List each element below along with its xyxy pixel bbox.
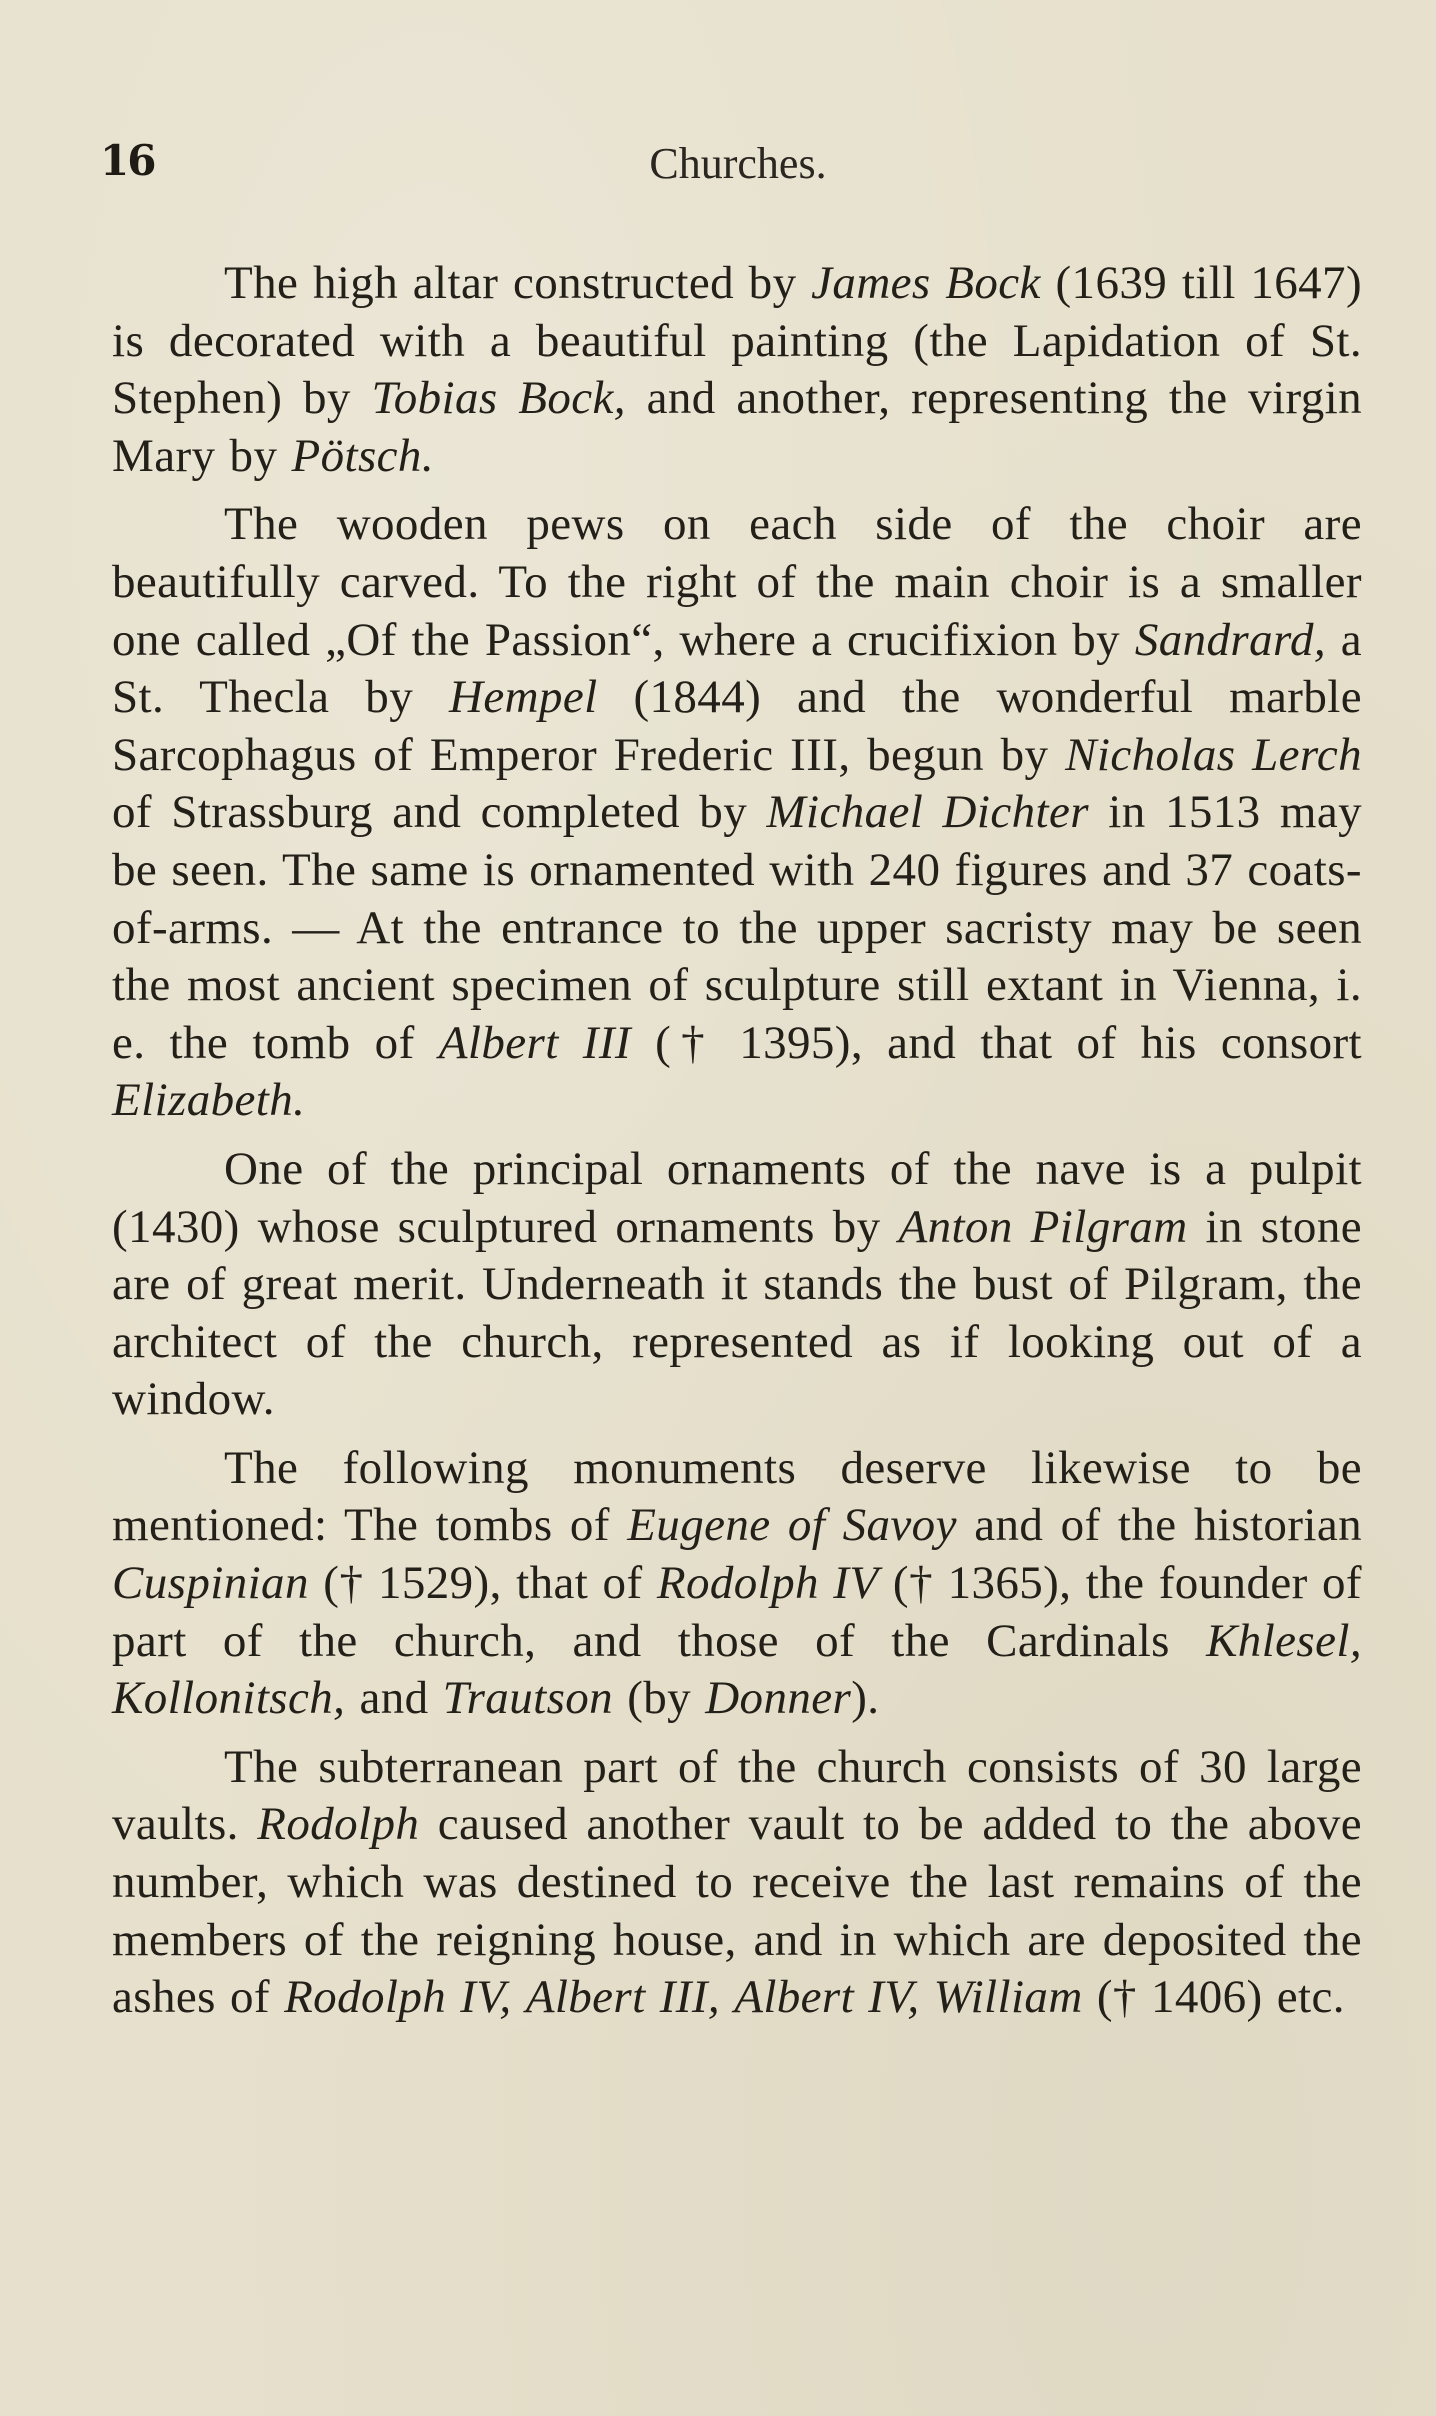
text-run: in stone are of great merit. Underneath it stands the bust of Pilgram, the architect of the church, represented as if looking out of a window.: [112, 1200, 1362, 1426]
italic-text-run: Albert III,: [525, 1971, 721, 2024]
text-run: The following monuments deserve likewise to be mentioned: The tombs of: [112, 1441, 1362, 1552]
italic-text-run: Rodolph IV,: [284, 1971, 512, 2024]
text-run: One of the principal ornaments of the nave is a pulpit (1430) whose sculptured ornaments by: [112, 1142, 1362, 1253]
paragraph-subterranean-vaults: [112, 1739, 1362, 2027]
italic-text-run: Eugene of Savoy: [627, 1499, 957, 1552]
italic-text-run: Rodolph IV: [656, 1557, 879, 1610]
text-run: and of the historian: [956, 1499, 1362, 1552]
paragraph-pulpit: [112, 1141, 1362, 1429]
text-run: a St. Thecla by: [112, 613, 1362, 724]
italic-text-run: Pötsch.: [291, 429, 434, 482]
text-run: (by: [613, 1672, 706, 1725]
italic-text-run: Hempel: [448, 671, 598, 724]
text-run: (1639 till 1647) is decorated with a beautiful painting (the Lapidation of St. Stephen) by: [112, 257, 1362, 425]
text-run: in 1513 may be seen. The same is ornamented with 240 figures and 37 coats-of-arms. — At the entrance to the upper sacristy may be seen the most ancient specimen of sculpture still extant in Vienna, i. e. the tomb of: [112, 786, 1363, 1069]
paragraph-wooden-pews: [112, 496, 1362, 1130]
page-header: [0, 128, 1436, 188]
italic-text-run: Khlesel,: [1206, 1614, 1362, 1667]
text-run: caused another vault to be added to the above number, which was destined to receive the last remains of the members of the reigning house, and in which are deposited the ashes of: [112, 1798, 1363, 2024]
page-number: 16: [100, 136, 155, 185]
italic-text-run: Cuspinian: [112, 1557, 309, 1610]
text-run: († 1406) etc.: [1082, 1971, 1345, 2024]
text-run: and: [345, 1672, 443, 1725]
italic-text-run: Tobias Bock,: [371, 372, 626, 425]
italic-text-run: Nicholas Lerch: [1065, 728, 1363, 781]
italic-text-run: Albert IV,: [734, 1971, 920, 2024]
italic-text-run: Albert III: [438, 1016, 631, 1069]
text-run: The wooden pews on each side of the choir are beautifully carved. To the right of the main choir is a smaller one called „Of the Passion“, where a crucifixion by: [112, 498, 1362, 666]
text-run: ).: [851, 1672, 880, 1725]
text-run: († 1395), and that of his consort: [630, 1016, 1362, 1069]
italic-text-run: Kollonitsch,: [112, 1672, 346, 1725]
text-run: The subterranean part of the church consists of 30 large vaults.: [112, 1740, 1362, 1851]
text-run: [512, 1971, 526, 2023]
text-run: and another, representing the virgin Mary by: [112, 372, 1362, 482]
text-run: (1844) and the wonderful marble Sarcophagus of Emperor Frederic III, begun by: [112, 671, 1362, 781]
text-run: († 1365), the founder of part of the church, and those of the Cardinals: [112, 1557, 1362, 1667]
text-run: The high altar constructed by: [224, 257, 812, 309]
italic-text-run: Donner: [705, 1672, 852, 1725]
text-run: [919, 1971, 933, 2023]
italic-text-run: Anton Pilgram: [898, 1200, 1188, 1253]
running-head: Churches.: [649, 139, 827, 188]
paragraph-high-altar: [112, 255, 1362, 485]
italic-text-run: William: [933, 1971, 1083, 2024]
text-run: of Strassburg and completed by: [112, 786, 767, 839]
italic-text-run: James Bock: [811, 257, 1041, 309]
italic-text-run: Trautson: [442, 1672, 614, 1725]
italic-text-run: Elizabeth.: [112, 1074, 306, 1127]
italic-text-run: Michael Dichter: [766, 786, 1089, 839]
italic-text-run: Rodolph: [257, 1798, 420, 1851]
italic-text-run: Sandrard,: [1134, 613, 1326, 666]
body-text: [112, 255, 1362, 2038]
text-run: († 1529), that of: [308, 1557, 657, 1610]
text-run: [720, 1971, 734, 2023]
paragraph-monuments: [112, 1440, 1362, 1728]
